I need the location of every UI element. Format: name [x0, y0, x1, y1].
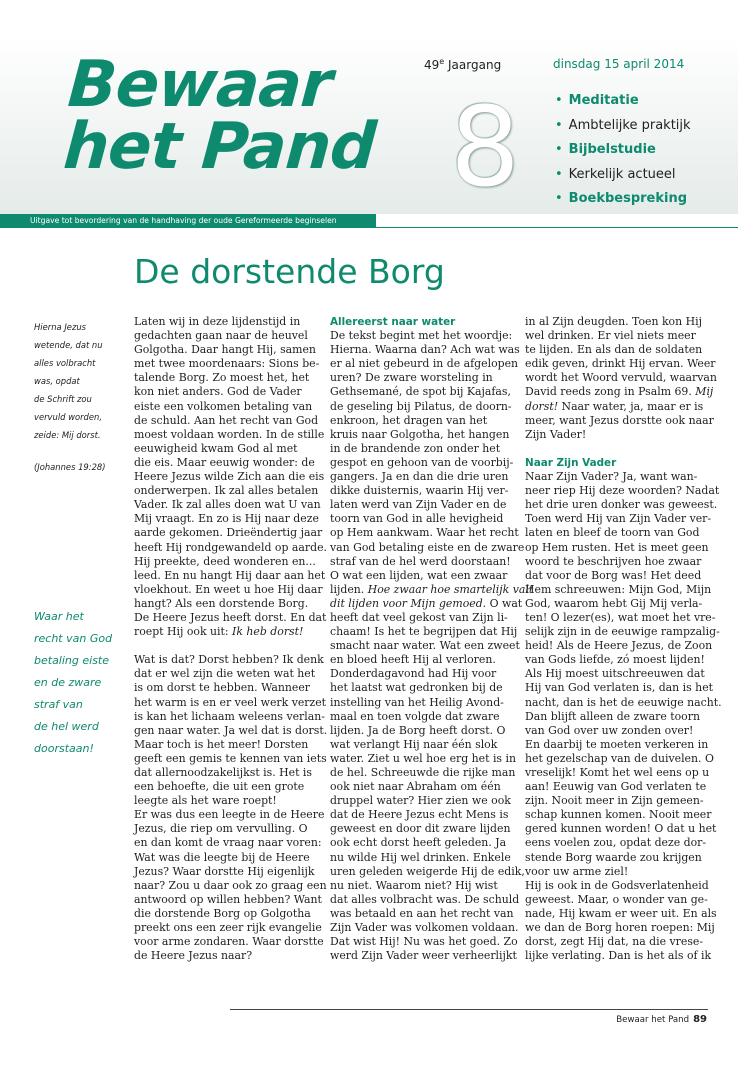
text-line: water. Ziet u wel hoe erg het is in	[330, 751, 516, 765]
masthead-logo	[61, 48, 382, 184]
text-line: kon niet anders. God de Vader	[134, 385, 302, 399]
page-number: 89	[693, 1014, 707, 1025]
topic-label: Boekbespreking	[568, 191, 688, 207]
text-line: te lijden. En als dan de soldaten	[525, 343, 703, 357]
text-line: lijden. Ja de Borg heeft dorst. O	[330, 723, 506, 737]
text-line: antwoord op willen hebben? Want	[134, 892, 322, 906]
text-line: dat allernoodzakelijkst is. Het is	[134, 766, 313, 779]
text-line: Maar toch is het meer! Dorsten	[134, 737, 309, 751]
text-line: God, waarom hebt Gij Mij verla-	[525, 596, 703, 610]
text-line: roept Hij ook uit: Ik heb dorst!	[134, 625, 304, 639]
text-line: van Gods liefde, zó moest lijden!	[525, 653, 705, 667]
pull-quote: Waar het recht van God betaling eiste en de zware straf van de hel werd doorstaan!	[34, 610, 113, 755]
text-line: onderwerpen. Ik zal alles betalen	[134, 484, 319, 498]
text-line: die dorstende Borg op Golgotha	[134, 906, 311, 920]
text-line: het drie uren donker was geweest.	[525, 498, 718, 512]
text-line: De tekst begint met het woordje:	[330, 329, 513, 343]
text-line: O wat een lijden, wat een zwaar	[330, 568, 508, 582]
text-line: geweest en door dit zware lijden	[330, 822, 511, 836]
text-line: gedachten gaan naar de heuvel	[134, 329, 308, 343]
text-line: hangt? Als een dorstende Borg.	[134, 596, 309, 610]
text-line: Zijn Vader was volkomen voldaan.	[330, 921, 519, 935]
text-line: ten! O lezer(es), wat moet het vre-	[525, 610, 716, 624]
text-line: Zijn Vader!	[525, 427, 587, 441]
issue-date: dinsdag 15 april 2014	[553, 57, 685, 71]
topic-item	[555, 91, 691, 116]
article-column-3	[525, 315, 722, 963]
topic-item	[555, 165, 691, 190]
bullet-icon: •	[555, 142, 563, 158]
text-line: vloekhout. En weet u hoe Hij daar	[134, 582, 323, 596]
page-footer	[616, 1014, 707, 1025]
text-line: dit lijden voor Mijn gemoed. O wat	[330, 596, 523, 610]
bullet-icon: •	[555, 191, 563, 207]
text-line: gered kunnen worden! O dat u het	[525, 822, 717, 836]
text-line: Donderdagavond had Hij voor	[330, 667, 497, 681]
volume-word: Jaargang	[444, 58, 502, 72]
logo-line-1: Bewaar	[65, 48, 335, 122]
text-line: nade, Hij kwam er weer uit. En als	[525, 906, 717, 920]
topic-label: Ambtelijke praktijk	[568, 117, 691, 133]
text-line: maal en toen volgde dat zware	[330, 709, 500, 723]
article-column-2	[330, 315, 534, 963]
text-line: met twee moordenaars: Sions be-	[134, 357, 320, 371]
section-heading: Allereerst naar water	[330, 316, 456, 328]
text-line: in al Zijn deugden. Toen kon Hij	[525, 315, 702, 328]
article-column-1	[134, 315, 328, 963]
text-line: wat verlangt Hij naar één slok	[330, 737, 498, 751]
text-line: Hierna. Waarna dan? Ach wat was	[330, 343, 520, 357]
text-line: voor uw arme ziel!	[525, 864, 629, 878]
text-line: uren? De zware worsteling in	[330, 371, 493, 385]
text-line: ook echt dorst heeft geleden. Ja	[330, 836, 507, 850]
text-line: dikke duisternis, waarin Hij ver-	[330, 484, 509, 498]
text-line: meer, want Jezus dorstte ook naar	[525, 413, 714, 427]
text-line: talende Borg. Zo moest het, het	[134, 371, 310, 385]
text-line: laten en bleef de toorn van God	[525, 526, 700, 540]
text-line: nu wilde Hij wel drinken. Enkele	[330, 850, 511, 864]
scripture-reference: (Johannes 19:28)	[34, 462, 106, 472]
text-line: nu niet. Waarom niet? Hij wist	[330, 878, 498, 892]
footer-rule	[230, 1009, 708, 1010]
text-line: Hij preekte, deed wonderen en...	[134, 554, 316, 568]
text-line: werd Zijn Vader weer verheerlijkt	[330, 949, 517, 963]
text-line: dat alles volbracht was. De schuld	[330, 892, 520, 906]
text-line: Hij is ook in de Godsverlatenheid	[525, 878, 709, 892]
text-line: dat er wel zijn die weten wat het	[134, 667, 316, 681]
text-line: Heere Jezus wilde Zich aan die eis	[134, 470, 325, 484]
text-line: edik geven, drinkt Hij ervan. Weer	[525, 357, 716, 371]
volume-label	[424, 57, 501, 72]
text-line: in de brandende zon onder het	[330, 441, 501, 455]
text-line: straf van de hel werd doorstaan!	[330, 554, 511, 568]
text-line: Hij van God verlaten is, dan is het	[525, 681, 714, 695]
scripture-text: Hierna Jezus wetende, dat nu alles volbracht was, opdat de Schrift zou vervuld worden, zeide: Mij dorst.	[34, 322, 103, 440]
topic-list	[555, 91, 691, 214]
tagline-bar: Uitgave tot bevordering van de handhaving der oude Gereformeerde beginselen	[0, 214, 376, 228]
text-line: Er was dus een leegte in de Heere	[134, 808, 325, 822]
text-line: Golgotha. Daar hangt Hij, samen	[134, 343, 316, 357]
text-line: geweest. Maar, o wonder van ge-	[525, 892, 708, 906]
text-line: De Heere Jezus heeft dorst. En dat	[134, 610, 327, 624]
topic-label: Meditatie	[568, 93, 639, 108]
text-line: het laatst wat gedronken bij de	[330, 681, 503, 695]
text-line: eens voelen zou, opdat deze dor-	[525, 836, 707, 850]
text-line: nacht, dan is het de eeuwige nacht.	[525, 695, 722, 709]
text-line: gangers. Ja en dan die drie uren	[330, 470, 509, 484]
text-line: smacht naar water. Wat een zweet	[330, 639, 520, 653]
text-line: uren geleden weigerde Hij de edik,	[330, 864, 525, 878]
text-line: van God over uw zonden over!	[525, 723, 694, 737]
text-line: eeuwigheid kwam God al met	[134, 441, 298, 455]
text-line: moest voldaan worden. In de stille	[134, 427, 325, 441]
text-line: gen naar water. Ja wel dat is dorst.	[134, 723, 328, 737]
text-line: Vader. Ik zal alles doen wat U van	[134, 498, 321, 512]
text-line: heeft Hij rondgewandeld op aarde.	[134, 540, 327, 554]
text-line: toorn van God in alle hevigheid	[330, 512, 504, 526]
paragraph	[330, 610, 525, 963]
text-line: was betaald en aan het recht van	[330, 906, 514, 920]
text-line: naar? Zou u daar ook zo graag een	[134, 878, 327, 892]
text-line: Laten wij in deze lijdenstijd in	[134, 315, 301, 328]
text-line: stende Borg waarde zou krijgen	[525, 850, 702, 864]
text-line: het gezelschap van de duivelen. O	[525, 751, 714, 765]
text-line: druppel water? Hier zien we ook	[330, 794, 511, 808]
text-line: geeft een gemis te kennen van iets	[134, 751, 327, 765]
paragraph	[525, 315, 717, 385]
text-line: Wat was die leegte bij de Heere	[134, 850, 310, 864]
text-line: zijn. Nooit meer in Zijn gemeen-	[525, 794, 704, 808]
text-line: op Hem aankwam. Waar het recht	[330, 526, 519, 540]
logo-line-2: het Pand	[61, 110, 378, 184]
text-line: leegte als het ware roept!	[134, 794, 277, 808]
text-line: instelling van het Heilig Avond-	[330, 695, 504, 709]
topic-item	[555, 116, 691, 141]
text-line: ook niet naar Abraham om één	[330, 780, 501, 794]
text-line: selijk zijn in de eeuwige rampzalig-	[525, 625, 720, 639]
text-line: die eis. Maar eeuwig wonder: de	[134, 455, 315, 469]
bullet-icon: •	[555, 93, 563, 108]
text-line: schap kunnen komen. Nooit meer	[525, 808, 712, 822]
text-line: en dan komt de vraag naar voren:	[134, 836, 322, 850]
text-line: heid! Als de Heere Jezus, de Zoon	[525, 639, 713, 653]
text-line: chaam! Is het te begrijpen dat Hij	[330, 625, 518, 639]
text-line: is kan het lichaam weleens verlan-	[134, 709, 325, 723]
text-line: Wat is dat? Dorst hebben? Ik denk	[134, 653, 324, 667]
text-line: dorst, zegt Hij dat, na die vrese-	[525, 935, 704, 949]
sidebar-scripture-quote	[34, 318, 124, 476]
paragraph	[134, 653, 328, 963]
text-line: En daarbij te moeten verkeren in	[525, 737, 709, 751]
text-line: Naar Zijn Vader? Ja, want wan-	[525, 470, 698, 484]
text-line: enkroon, het dragen van het	[330, 413, 488, 427]
text-line: Als Hij moest uitschreeuwen dat	[525, 667, 705, 681]
footer-publication: Bewaar het Pand	[616, 1015, 690, 1025]
text-line: gespot en gehoon van de voorbij-	[330, 455, 514, 469]
text-line: Dat wist Hij! Nu was het goed. Zo	[330, 935, 518, 949]
bullet-icon: •	[555, 117, 563, 133]
text-line: Toen werd Hij van Zijn Vader ver-	[525, 512, 712, 526]
topic-label: Kerkelijk actueel	[568, 166, 676, 182]
paragraph	[525, 413, 714, 442]
text-line: de hel. Schreeuwde die rijke man	[330, 766, 516, 779]
text-line: woord te beschrijven hoe zwaar	[525, 554, 702, 568]
topic-item	[555, 140, 691, 165]
text-line: Mij vraagt. En zo is Hij naar deze	[134, 512, 319, 526]
text-line: laten werd van Zijn Vader en de	[330, 498, 507, 512]
bullet-icon: •	[555, 166, 563, 182]
text-line: op Hem rusten. Het is meet geen	[525, 540, 709, 554]
text-line: lijke verlating. Dan is het als of ik	[525, 949, 712, 963]
text-line: aan! Eeuwig van God verlaten te	[525, 780, 707, 794]
paragraph-gap	[134, 639, 312, 653]
text-line: de Heere Jezus naar?	[134, 949, 253, 963]
text-line: het warm is en er veel werk verzet	[134, 695, 327, 709]
text-line: wel drinken. Er viel niets meer	[525, 329, 696, 343]
text-line: eiste een volkomen betaling van	[134, 399, 313, 413]
issue-number: 8	[450, 83, 520, 211]
text-line: en bloed heeft Hij al verloren.	[330, 653, 496, 667]
text-line: Hem schreeuwen: Mijn God, Mijn	[525, 582, 712, 596]
text-line: voor arme zondaren. Waar dorstte	[134, 935, 324, 949]
text-line: de schuld. Aan het recht van God	[134, 413, 319, 427]
text-line: vreselijk! Komt het wel eens op u	[525, 766, 710, 779]
text-line: van God betaling eiste en de zware	[330, 540, 525, 554]
text-line: preekt ons een zeer rijk evangelie	[134, 921, 322, 935]
text-line: David reeds zong in Psalm 69. Mij	[525, 385, 714, 399]
article-title: De dorstende Borg	[134, 252, 445, 291]
text-line: dat voor de Borg was! Het deed	[525, 568, 702, 582]
text-line: Dan blijft alleen de zware toorn	[525, 709, 700, 723]
topic-item	[555, 189, 691, 214]
paragraph	[525, 470, 722, 963]
text-line: dorst! Naar water, ja, maar er is	[525, 399, 704, 413]
paragraph	[134, 315, 327, 625]
section-heading: Naar Zijn Vader	[525, 456, 617, 469]
text-line: aarde gekomen. Drieëndertig jaar	[134, 526, 323, 540]
text-line: neer riep Hij deze woorden? Nadat	[525, 484, 720, 498]
text-line: er al niet gebeurd in de afgelopen	[330, 357, 519, 371]
volume-suffix: e	[439, 57, 445, 66]
text-line: kruis naar Golgotha, het hangen	[330, 427, 510, 441]
paragraph-gap	[525, 442, 703, 456]
text-line: dat de Heere Jezus echt Mens is	[330, 808, 509, 822]
text-line: Jezus? Waar dorstte Hij eigenlijk	[134, 864, 315, 878]
topic-label: Bijbelstudie	[568, 142, 656, 158]
text-line: lijden. Hoe zwaar hoe smartelijk valt	[330, 582, 534, 596]
tagline-rule	[376, 227, 738, 228]
paragraph	[330, 329, 525, 583]
text-line: de geseling bij Pilatus, de doorn-	[330, 399, 512, 413]
text-line: leed. En nu hangt Hij daar aan het	[134, 568, 326, 582]
text-line: heeft dat veel gekost van Zijn li-	[330, 610, 508, 624]
text-line: Gethsemané, de spot bij Kajafas,	[330, 385, 511, 399]
text-line: een behoefte, die uit een grote	[134, 780, 305, 794]
volume-number: 49	[424, 58, 440, 72]
text-line: is om dorst te hebben. Wanneer	[134, 681, 310, 695]
text-line: wordt het Woord vervuld, waarvan	[525, 371, 717, 385]
text-line: Jezus, die riep om vervulling. O	[134, 822, 308, 836]
text-line: we dan de Borg horen roepen: Mij	[525, 921, 715, 935]
